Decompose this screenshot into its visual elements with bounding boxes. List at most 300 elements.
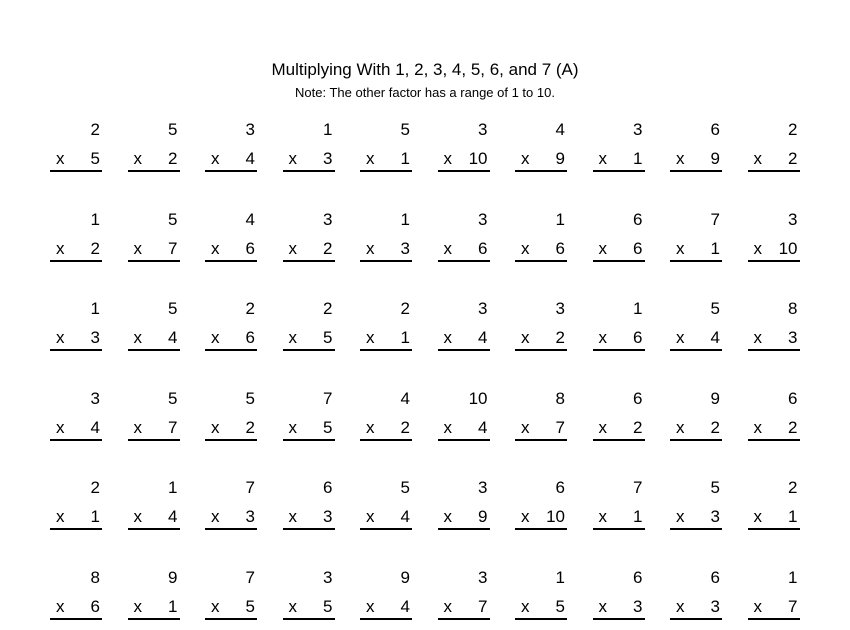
top-factor: 9 bbox=[710, 388, 720, 408]
multiply-sign: x bbox=[56, 507, 65, 526]
multiply-sign: x bbox=[133, 417, 142, 437]
top-factor: 8 bbox=[90, 567, 100, 587]
answer-line bbox=[438, 170, 490, 172]
answer-line bbox=[670, 528, 722, 530]
top-factor: 6 bbox=[633, 209, 643, 229]
multiply-sign: x bbox=[56, 149, 65, 168]
problem bbox=[205, 210, 257, 270]
multiply-sign: x bbox=[133, 149, 142, 168]
top-factor: 1 bbox=[168, 478, 178, 497]
bottom-factor: 3 bbox=[400, 238, 410, 258]
multiply-sign: x bbox=[676, 238, 685, 258]
answer-line bbox=[128, 170, 180, 172]
problem bbox=[128, 478, 180, 538]
problem bbox=[748, 568, 800, 628]
problem bbox=[128, 120, 180, 180]
problem bbox=[593, 210, 645, 270]
bottom-factor: 3 bbox=[710, 507, 720, 526]
answer-line bbox=[515, 528, 567, 530]
problem bbox=[360, 389, 412, 449]
top-factor: 5 bbox=[710, 299, 720, 318]
problem bbox=[748, 389, 800, 449]
problem bbox=[283, 120, 335, 180]
multiply-sign: x bbox=[211, 596, 220, 616]
bottom-factor: 6 bbox=[478, 238, 488, 258]
multiply-sign: x bbox=[443, 507, 452, 526]
bottom-factor: 5 bbox=[555, 596, 565, 616]
top-factor: 7 bbox=[323, 388, 333, 408]
top-factor: 3 bbox=[478, 120, 488, 139]
top-factor: 4 bbox=[400, 388, 410, 408]
problem bbox=[50, 120, 102, 180]
answer-line bbox=[205, 260, 257, 262]
multiply-sign: x bbox=[366, 596, 375, 616]
problem bbox=[438, 299, 490, 359]
problem bbox=[205, 478, 257, 538]
multiply-sign: x bbox=[753, 328, 762, 347]
answer-line bbox=[438, 439, 490, 441]
top-factor: 3 bbox=[633, 120, 643, 139]
problem bbox=[360, 299, 412, 359]
answer-line bbox=[283, 349, 335, 351]
multiply-sign: x bbox=[443, 149, 452, 168]
worksheet-title: Multiplying With 1, 2, 3, 4, 5, 6, and 7 (A) bbox=[271, 60, 579, 79]
bottom-factor: 1 bbox=[90, 507, 100, 526]
top-factor: 1 bbox=[788, 567, 798, 587]
problem bbox=[438, 120, 490, 180]
problem bbox=[748, 299, 800, 359]
bottom-factor: 2 bbox=[788, 149, 798, 168]
bottom-factor: 7 bbox=[168, 417, 178, 437]
answer-line bbox=[360, 618, 412, 620]
multiply-sign: x bbox=[443, 596, 452, 616]
bottom-factor: 3 bbox=[323, 507, 333, 526]
bottom-factor: 4 bbox=[90, 417, 100, 437]
multiply-sign: x bbox=[676, 596, 685, 616]
multiply-sign: x bbox=[521, 238, 530, 258]
top-factor: 2 bbox=[90, 120, 100, 139]
answer-line bbox=[748, 439, 800, 441]
multiply-sign: x bbox=[366, 417, 375, 437]
multiply-sign: x bbox=[443, 238, 452, 258]
answer-line bbox=[593, 528, 645, 530]
multiply-sign: x bbox=[56, 328, 65, 347]
bottom-factor: 3 bbox=[323, 149, 333, 168]
top-factor: 7 bbox=[710, 209, 720, 229]
problem bbox=[205, 299, 257, 359]
answer-line bbox=[748, 170, 800, 172]
multiply-sign: x bbox=[598, 238, 607, 258]
multiply-sign: x bbox=[288, 417, 297, 437]
answer-line bbox=[515, 349, 567, 351]
bottom-factor: 9 bbox=[710, 149, 720, 168]
top-factor: 3 bbox=[478, 209, 488, 229]
bottom-factor: 10 bbox=[468, 149, 488, 168]
bottom-factor: 5 bbox=[90, 149, 100, 168]
multiply-sign: x bbox=[211, 238, 220, 258]
problem bbox=[205, 120, 257, 180]
problem bbox=[593, 120, 645, 180]
answer-line bbox=[670, 349, 722, 351]
answer-line bbox=[515, 439, 567, 441]
multiply-sign: x bbox=[288, 507, 297, 526]
multiply-sign: x bbox=[56, 596, 65, 616]
problem bbox=[283, 389, 335, 449]
problem bbox=[515, 389, 567, 449]
bottom-factor: 2 bbox=[710, 417, 720, 437]
top-factor: 6 bbox=[323, 478, 333, 497]
multiply-sign: x bbox=[598, 507, 607, 526]
multiply-sign: x bbox=[366, 507, 375, 526]
problem bbox=[205, 568, 257, 628]
bottom-factor: 2 bbox=[555, 328, 565, 347]
top-factor: 1 bbox=[400, 209, 410, 229]
answer-line bbox=[670, 170, 722, 172]
bottom-factor: 1 bbox=[400, 149, 410, 168]
problem bbox=[748, 478, 800, 538]
bottom-factor: 4 bbox=[478, 328, 488, 347]
bottom-factor: 6 bbox=[633, 238, 643, 258]
problem bbox=[50, 478, 102, 538]
problem bbox=[515, 120, 567, 180]
bottom-factor: 1 bbox=[788, 507, 798, 526]
problem bbox=[670, 299, 722, 359]
top-factor: 1 bbox=[90, 299, 100, 318]
multiply-sign: x bbox=[753, 596, 762, 616]
top-factor: 2 bbox=[323, 299, 333, 318]
top-factor: 6 bbox=[710, 567, 720, 587]
problem bbox=[360, 120, 412, 180]
answer-line bbox=[438, 528, 490, 530]
answer-line bbox=[50, 439, 102, 441]
worksheet-note: Note: The other factor has a range of 1 to 10. bbox=[295, 85, 555, 100]
top-factor: 7 bbox=[245, 567, 255, 587]
problem bbox=[128, 210, 180, 270]
top-factor: 2 bbox=[90, 478, 100, 497]
problem bbox=[50, 568, 102, 628]
multiply-sign: x bbox=[288, 238, 297, 258]
bottom-factor: 3 bbox=[245, 507, 255, 526]
multiply-sign: x bbox=[56, 238, 65, 258]
bottom-factor: 7 bbox=[788, 596, 798, 616]
answer-line bbox=[283, 439, 335, 441]
answer-line bbox=[438, 349, 490, 351]
problem bbox=[438, 210, 490, 270]
answer-line bbox=[50, 170, 102, 172]
multiply-sign: x bbox=[56, 417, 65, 437]
top-factor: 3 bbox=[478, 299, 488, 318]
bottom-factor: 4 bbox=[168, 507, 178, 526]
multiply-sign: x bbox=[366, 149, 375, 168]
bottom-factor: 6 bbox=[245, 238, 255, 258]
answer-line bbox=[360, 170, 412, 172]
problem bbox=[515, 299, 567, 359]
top-factor: 5 bbox=[245, 388, 255, 408]
top-factor: 6 bbox=[788, 388, 798, 408]
answer-line bbox=[128, 618, 180, 620]
top-factor: 7 bbox=[633, 478, 643, 497]
answer-line bbox=[593, 618, 645, 620]
bottom-factor: 7 bbox=[478, 596, 488, 616]
answer-line bbox=[515, 260, 567, 262]
bottom-factor: 3 bbox=[788, 328, 798, 347]
bottom-factor: 7 bbox=[168, 238, 178, 258]
problem bbox=[50, 210, 102, 270]
bottom-factor: 6 bbox=[245, 328, 255, 347]
problem bbox=[283, 478, 335, 538]
bottom-factor: 1 bbox=[710, 238, 720, 258]
answer-line bbox=[283, 260, 335, 262]
multiply-sign: x bbox=[521, 507, 530, 526]
top-factor: 5 bbox=[168, 120, 178, 139]
bottom-factor: 2 bbox=[168, 149, 178, 168]
answer-line bbox=[50, 260, 102, 262]
multiply-sign: x bbox=[211, 417, 220, 437]
top-factor: 3 bbox=[323, 209, 333, 229]
answer-line bbox=[515, 170, 567, 172]
top-factor: 5 bbox=[400, 478, 410, 497]
problem bbox=[438, 478, 490, 538]
multiply-sign: x bbox=[753, 507, 762, 526]
bottom-factor: 2 bbox=[323, 238, 333, 258]
multiply-sign: x bbox=[443, 328, 452, 347]
answer-line bbox=[593, 170, 645, 172]
answer-line bbox=[50, 349, 102, 351]
problem bbox=[128, 389, 180, 449]
top-factor: 6 bbox=[633, 567, 643, 587]
answer-line bbox=[360, 349, 412, 351]
top-factor: 2 bbox=[788, 120, 798, 139]
problem bbox=[670, 389, 722, 449]
top-factor: 8 bbox=[555, 388, 565, 408]
multiply-sign: x bbox=[598, 417, 607, 437]
problem bbox=[283, 568, 335, 628]
answer-line bbox=[748, 349, 800, 351]
top-factor: 9 bbox=[168, 567, 178, 587]
answer-line bbox=[50, 528, 102, 530]
problem bbox=[360, 210, 412, 270]
problem bbox=[360, 478, 412, 538]
bottom-factor: 7 bbox=[555, 417, 565, 437]
answer-line bbox=[360, 439, 412, 441]
top-factor: 3 bbox=[788, 209, 798, 229]
bottom-factor: 1 bbox=[400, 328, 410, 347]
problem bbox=[670, 568, 722, 628]
multiply-sign: x bbox=[366, 328, 375, 347]
problem bbox=[438, 389, 490, 449]
multiply-sign: x bbox=[676, 149, 685, 168]
answer-line bbox=[205, 170, 257, 172]
multiply-sign: x bbox=[753, 417, 762, 437]
top-factor: 5 bbox=[710, 478, 720, 497]
top-factor: 1 bbox=[555, 209, 565, 229]
top-factor: 6 bbox=[633, 388, 643, 408]
answer-line bbox=[128, 349, 180, 351]
multiply-sign: x bbox=[133, 238, 142, 258]
problem bbox=[670, 478, 722, 538]
top-factor: 9 bbox=[400, 567, 410, 587]
top-factor: 7 bbox=[245, 478, 255, 497]
problem bbox=[670, 210, 722, 270]
multiply-sign: x bbox=[288, 596, 297, 616]
problem bbox=[438, 568, 490, 628]
top-factor: 3 bbox=[323, 567, 333, 587]
bottom-factor: 1 bbox=[168, 596, 178, 616]
problem bbox=[748, 210, 800, 270]
multiply-sign: x bbox=[133, 596, 142, 616]
top-factor: 5 bbox=[168, 209, 178, 229]
problem bbox=[670, 120, 722, 180]
answer-line bbox=[360, 260, 412, 262]
bottom-factor: 4 bbox=[245, 149, 255, 168]
top-factor: 4 bbox=[555, 120, 565, 139]
multiply-sign: x bbox=[211, 328, 220, 347]
multiply-sign: x bbox=[366, 238, 375, 258]
top-factor: 6 bbox=[555, 478, 565, 497]
bottom-factor: 1 bbox=[633, 149, 643, 168]
bottom-factor: 5 bbox=[323, 328, 333, 347]
bottom-factor: 5 bbox=[323, 417, 333, 437]
bottom-factor: 2 bbox=[400, 417, 410, 437]
bottom-factor: 10 bbox=[778, 238, 798, 258]
multiply-sign: x bbox=[676, 507, 685, 526]
problem bbox=[283, 299, 335, 359]
top-factor: 1 bbox=[90, 209, 100, 229]
answer-line bbox=[205, 618, 257, 620]
answer-line bbox=[593, 260, 645, 262]
answer-line bbox=[438, 618, 490, 620]
multiply-sign: x bbox=[521, 149, 530, 168]
top-factor: 2 bbox=[788, 478, 798, 497]
bottom-factor: 4 bbox=[168, 328, 178, 347]
problem bbox=[50, 299, 102, 359]
answer-line bbox=[205, 528, 257, 530]
problem bbox=[50, 389, 102, 449]
answer-line bbox=[748, 618, 800, 620]
problem bbox=[593, 478, 645, 538]
multiply-sign: x bbox=[753, 149, 762, 168]
multiply-sign: x bbox=[521, 417, 530, 437]
top-factor: 3 bbox=[478, 478, 488, 497]
answer-line bbox=[438, 260, 490, 262]
bottom-factor: 6 bbox=[633, 328, 643, 347]
multiply-sign: x bbox=[598, 328, 607, 347]
bottom-factor: 4 bbox=[400, 507, 410, 526]
multiply-sign: x bbox=[211, 507, 220, 526]
bottom-factor: 4 bbox=[400, 596, 410, 616]
answer-line bbox=[283, 170, 335, 172]
answer-line bbox=[593, 349, 645, 351]
multiply-sign: x bbox=[676, 417, 685, 437]
top-factor: 1 bbox=[633, 299, 643, 318]
problem bbox=[283, 210, 335, 270]
bottom-factor: 2 bbox=[90, 238, 100, 258]
multiply-sign: x bbox=[676, 328, 685, 347]
problem bbox=[128, 568, 180, 628]
bottom-factor: 9 bbox=[478, 507, 488, 526]
top-factor: 1 bbox=[323, 120, 333, 139]
top-factor: 1 bbox=[555, 567, 565, 587]
answer-line bbox=[128, 260, 180, 262]
answer-line bbox=[593, 439, 645, 441]
problem bbox=[515, 568, 567, 628]
bottom-factor: 5 bbox=[323, 596, 333, 616]
bottom-factor: 4 bbox=[710, 328, 720, 347]
bottom-factor: 6 bbox=[555, 238, 565, 258]
multiply-sign: x bbox=[211, 149, 220, 168]
answer-line bbox=[670, 439, 722, 441]
top-factor: 10 bbox=[468, 388, 488, 408]
answer-line bbox=[205, 439, 257, 441]
problem bbox=[205, 389, 257, 449]
bottom-factor: 3 bbox=[633, 596, 643, 616]
problem bbox=[515, 210, 567, 270]
top-factor: 2 bbox=[400, 299, 410, 318]
top-factor: 2 bbox=[245, 299, 255, 318]
multiply-sign: x bbox=[521, 328, 530, 347]
multiply-sign: x bbox=[133, 328, 142, 347]
bottom-factor: 9 bbox=[555, 149, 565, 168]
problem bbox=[515, 478, 567, 538]
answer-line bbox=[128, 528, 180, 530]
multiply-sign: x bbox=[753, 238, 762, 258]
bottom-factor: 1 bbox=[633, 507, 643, 526]
answer-line bbox=[128, 439, 180, 441]
multiply-sign: x bbox=[598, 596, 607, 616]
top-factor: 8 bbox=[788, 299, 798, 318]
bottom-factor: 4 bbox=[478, 417, 488, 437]
bottom-factor: 2 bbox=[633, 417, 643, 437]
answer-line bbox=[205, 349, 257, 351]
multiply-sign: x bbox=[443, 417, 452, 437]
multiply-sign: x bbox=[133, 507, 142, 526]
bottom-factor: 3 bbox=[710, 596, 720, 616]
top-factor: 5 bbox=[168, 299, 178, 318]
top-factor: 5 bbox=[400, 120, 410, 139]
top-factor: 3 bbox=[555, 299, 565, 318]
top-factor: 4 bbox=[245, 209, 255, 229]
top-factor: 6 bbox=[710, 120, 720, 139]
multiply-sign: x bbox=[598, 149, 607, 168]
top-factor: 3 bbox=[245, 120, 255, 139]
multiply-sign: x bbox=[521, 596, 530, 616]
bottom-factor: 2 bbox=[245, 417, 255, 437]
answer-line bbox=[50, 618, 102, 620]
problem bbox=[593, 299, 645, 359]
bottom-factor: 10 bbox=[546, 507, 565, 526]
answer-line bbox=[670, 260, 722, 262]
bottom-factor: 5 bbox=[245, 596, 255, 616]
answer-line bbox=[515, 618, 567, 620]
answer-line bbox=[748, 528, 800, 530]
answer-line bbox=[748, 260, 800, 262]
problem bbox=[593, 389, 645, 449]
problem bbox=[748, 120, 800, 180]
problem bbox=[128, 299, 180, 359]
answer-line bbox=[670, 618, 722, 620]
bottom-factor: 2 bbox=[788, 417, 798, 437]
multiply-sign: x bbox=[288, 328, 297, 347]
problem bbox=[593, 568, 645, 628]
bottom-factor: 6 bbox=[90, 596, 100, 616]
multiply-sign: x bbox=[288, 149, 297, 168]
answer-line bbox=[360, 528, 412, 530]
top-factor: 3 bbox=[478, 567, 488, 587]
top-factor: 3 bbox=[90, 388, 100, 408]
bottom-factor: 3 bbox=[90, 328, 100, 347]
top-factor: 5 bbox=[168, 388, 178, 408]
answer-line bbox=[283, 618, 335, 620]
